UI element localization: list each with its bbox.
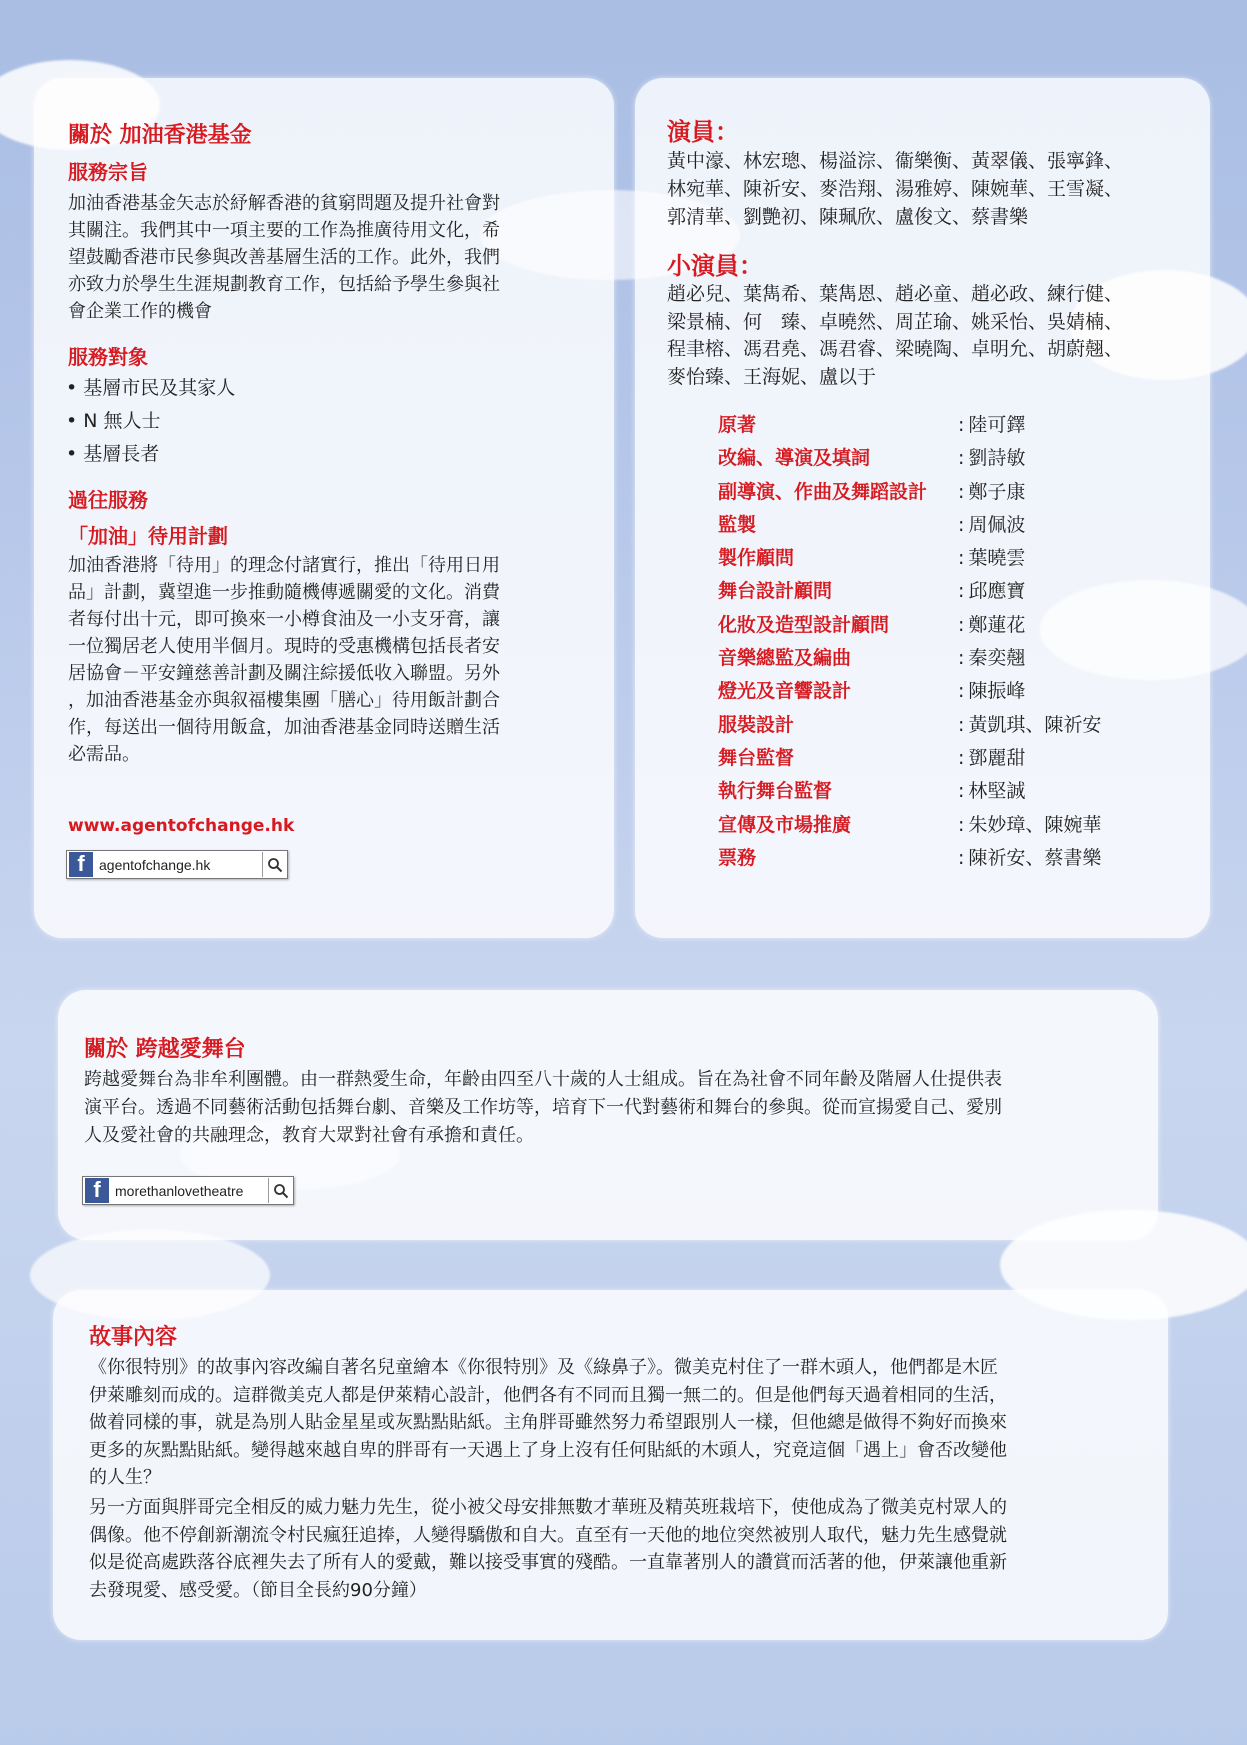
mission-line: 望鼓勵香港市民參與改善基層生活的工作。此外，我們 — [68, 247, 500, 268]
actors-line: 黃中濠、林宏璁、楊溢淙、衞樂衡、黃翠儀、張寧鋒、 — [667, 150, 1124, 172]
child-actors-line: 程聿榕、馮君堯、馮君睿、梁曉陶、卓明允、胡蔚翹、 — [667, 338, 1124, 360]
story-line: 更多的灰點點貼紙。變得越來越自卑的胖哥有一天遇上了身上沒有任何貼紙的木頭人，究竟這個「遇上」會否改變他 — [89, 1439, 1007, 1461]
credit-role: 燈光及音響設計 — [718, 680, 852, 703]
credit-name: : 鄧麗甜 — [958, 743, 1025, 770]
credit-name: : 周佩波 — [958, 510, 1025, 537]
story-line: 伊萊雕刻而成的。這群微美克人都是伊萊精心設計，他們各有不同而且獨一無二的。但是他們每天過着相同的生活， — [89, 1384, 1007, 1406]
story-line: 另一方面與胖哥完全相反的威力魅力先生，從小被父母安排無數才華班及精英班栽培下，使他成為了微美克村眾人的 — [89, 1497, 1007, 1518]
program-line: 居協會－平安鐘慈善計劃及關注綜援低收入聯盟。另外 — [68, 663, 500, 684]
credit-role: 化妝及造型設計顧問 — [718, 613, 890, 636]
list-item: • N 無人士 — [66, 405, 235, 438]
past-heading: 過往服務 — [68, 488, 148, 512]
child-actors-list — [667, 281, 1207, 391]
mission-heading: 服務宗旨 — [68, 160, 148, 184]
about-theatre-line: 跨越愛舞台為非牟利團體。由一群熱愛生命，年齡由四至八十歲的人士組成。旨在為社會不同年齡及階層人仕提供表 — [84, 1069, 1002, 1090]
mission-line: 亦致力於學生生涯規劃教育工作，包括給予學生參與社 — [68, 274, 500, 295]
credit-name: : 陳振峰 — [958, 676, 1025, 703]
list-item: • 基層市民及其家人 — [66, 372, 235, 405]
credit-name: : 林堅誠 — [958, 776, 1025, 803]
program-line: 者每付出十元，即可換來一小樽食油及一小支牙膏，讓 — [68, 609, 500, 630]
credit-role: 舞台監督 — [718, 746, 795, 769]
list-item: • 基層長者 — [66, 438, 235, 471]
actors-heading: 演員： — [667, 117, 739, 146]
about-theatre-title: 關於 跨越愛舞台 — [84, 1036, 246, 1062]
story-line: 《你很特別》的故事內容改編自著名兒童繪本《你很特別》及《綠鼻子》。微美克村住了一群木頭人，他們都是木匠 — [89, 1357, 998, 1378]
credit-name: : 邱應寶 — [958, 576, 1025, 603]
credit-name: : 劉詩敏 — [958, 443, 1025, 470]
credit-role: 執行舞台監督 — [718, 780, 833, 803]
facebook-icon: f — [85, 1178, 109, 1203]
program-line: 品」計劃，冀望進一步推動隨機傳遞關愛的文化。消費 — [68, 582, 500, 603]
targets-list — [66, 372, 235, 471]
story-line: 偶像。他不停創新潮流令村民瘋狂追捧，人變得驕傲和自大。直至有一天他的地位突然被別人取代，魅力先生感覺就 — [89, 1524, 1007, 1546]
search-icon[interactable] — [268, 1178, 293, 1203]
facebook-icon: f — [69, 852, 93, 877]
child-actors-line: 趙必兒、葉雋希、葉雋恩、趙必童、趙必政、練行健、 — [667, 283, 1124, 305]
credit-name: : 黃凱琪、陳祈安 — [958, 710, 1101, 737]
child-actors-heading: 小演員： — [667, 251, 763, 280]
story-line: 的人生？ — [89, 1467, 161, 1489]
program-heading: 「加油」待用計劃 — [68, 524, 228, 548]
credit-name: : 陸可鐸 — [958, 410, 1025, 437]
mission-line: 其關注。我們其中一項主要的工作為推廣待用文化，希 — [68, 220, 500, 241]
credit-role: 票務 — [718, 846, 757, 869]
about-theatre-card — [58, 990, 1158, 1240]
about-fund-card — [34, 78, 614, 938]
credit-name: : 鄭蓮花 — [958, 610, 1025, 637]
mission-line: 加油香港基金矢志於紓解香港的貧窮問題及提升社會對 — [68, 193, 500, 214]
credit-role: 改編、導演及填詞 — [718, 447, 871, 470]
program-line: 必需品。 — [68, 744, 140, 765]
credit-role: 服裝設計 — [718, 713, 795, 736]
credit-role: 副導演、作曲及舞蹈設計 — [718, 480, 928, 503]
facebook-search-box[interactable] — [66, 850, 288, 879]
actors-list — [667, 147, 1207, 231]
child-actors-line: 梁景楠、何 臻、卓曉然、周芷瑜、姚采怡、吳婧楠、 — [667, 310, 1124, 333]
credit-role: 舞台設計顧問 — [718, 580, 833, 603]
credit-name: : 葉曉雲 — [958, 543, 1025, 570]
program-line: 加油香港將「待用」的理念付諸實行，推出「待用日用 — [68, 555, 500, 576]
facebook-page-name: morethanlovetheatre — [115, 1182, 244, 1199]
story-paragraph-2 — [89, 1494, 1149, 1604]
program-line: ，加油香港基金亦與叙福樓集團「膳心」待用飯計劃合 — [68, 690, 500, 711]
targets-heading: 服務對象 — [68, 345, 148, 369]
story-line: 做着同樣的事，就是為別人貼金星星或灰點點貼紙。主角胖哥雖然努力希望跟別人一樣，但他總是做得不夠好而換來 — [89, 1412, 1007, 1434]
actors-line: 郭清華、劉艷初、陳珮欣、盧俊文、蔡書樂 — [667, 206, 1029, 228]
program-line: 一位獨居老人使用半個月。現時的受惠機構包括長者安 — [68, 636, 500, 657]
child-actors-line: 麥怡臻、王海妮、盧以于 — [667, 365, 877, 388]
story-paragraph-1 — [89, 1354, 1149, 1492]
story-line: 似是從高處跌落谷底裡失去了所有人的愛戴，難以接受事實的殘酷。一直靠著別人的讚賞而活著的他，伊萊讓他重新 — [89, 1552, 1007, 1574]
program-line: 作，每送出一個待用飯盒，加油香港基金同時送贈生活 — [68, 717, 500, 738]
mission-line: 會企業工作的機會 — [68, 301, 212, 322]
credit-name: : 鄭子康 — [958, 477, 1025, 504]
credit-role: 宣傳及市場推廣 — [718, 813, 852, 836]
about-theatre-text — [84, 1066, 1144, 1150]
search-icon[interactable] — [262, 852, 287, 877]
about-fund-title: 關於 加油香港基金 — [68, 122, 252, 148]
credit-name: : 陳祈安、蔡書樂 — [958, 843, 1101, 870]
mission-text — [68, 190, 598, 325]
credit-role: 原著 — [718, 414, 757, 436]
story-title: 故事內容 — [89, 1324, 178, 1350]
credit-role: 音樂總監及編曲 — [718, 647, 852, 670]
facebook-page-name: agentofchange.hk — [99, 856, 211, 873]
facebook-search-box[interactable] — [82, 1176, 294, 1205]
program-text — [68, 552, 598, 768]
about-theatre-line: 演平台。透過不同藝術活動包括舞台劇、音樂及工作坊等，培育下一代對藝術和舞台的參與。從而宣揚愛自己、愛別 — [84, 1097, 1002, 1118]
website-link[interactable]: www.agentofchange.hk — [68, 816, 295, 836]
credit-role: 製作顧問 — [718, 547, 795, 570]
story-card — [53, 1290, 1168, 1640]
credit-name: : 朱妙璋、陳婉華 — [958, 810, 1101, 837]
credit-role: 監製 — [718, 513, 757, 536]
about-theatre-line: 人及愛社會的共融理念，教育大眾對社會有承擔和責任。 — [84, 1125, 534, 1146]
credit-name: : 秦奕翹 — [958, 643, 1025, 670]
story-line: 去發現愛、感受愛。（節目全長約90分鐘） — [89, 1579, 427, 1601]
actors-line: 林宛華、陳祈安、麥浩翔、湯雅婷、陳婉華、王雪凝、 — [667, 178, 1124, 200]
